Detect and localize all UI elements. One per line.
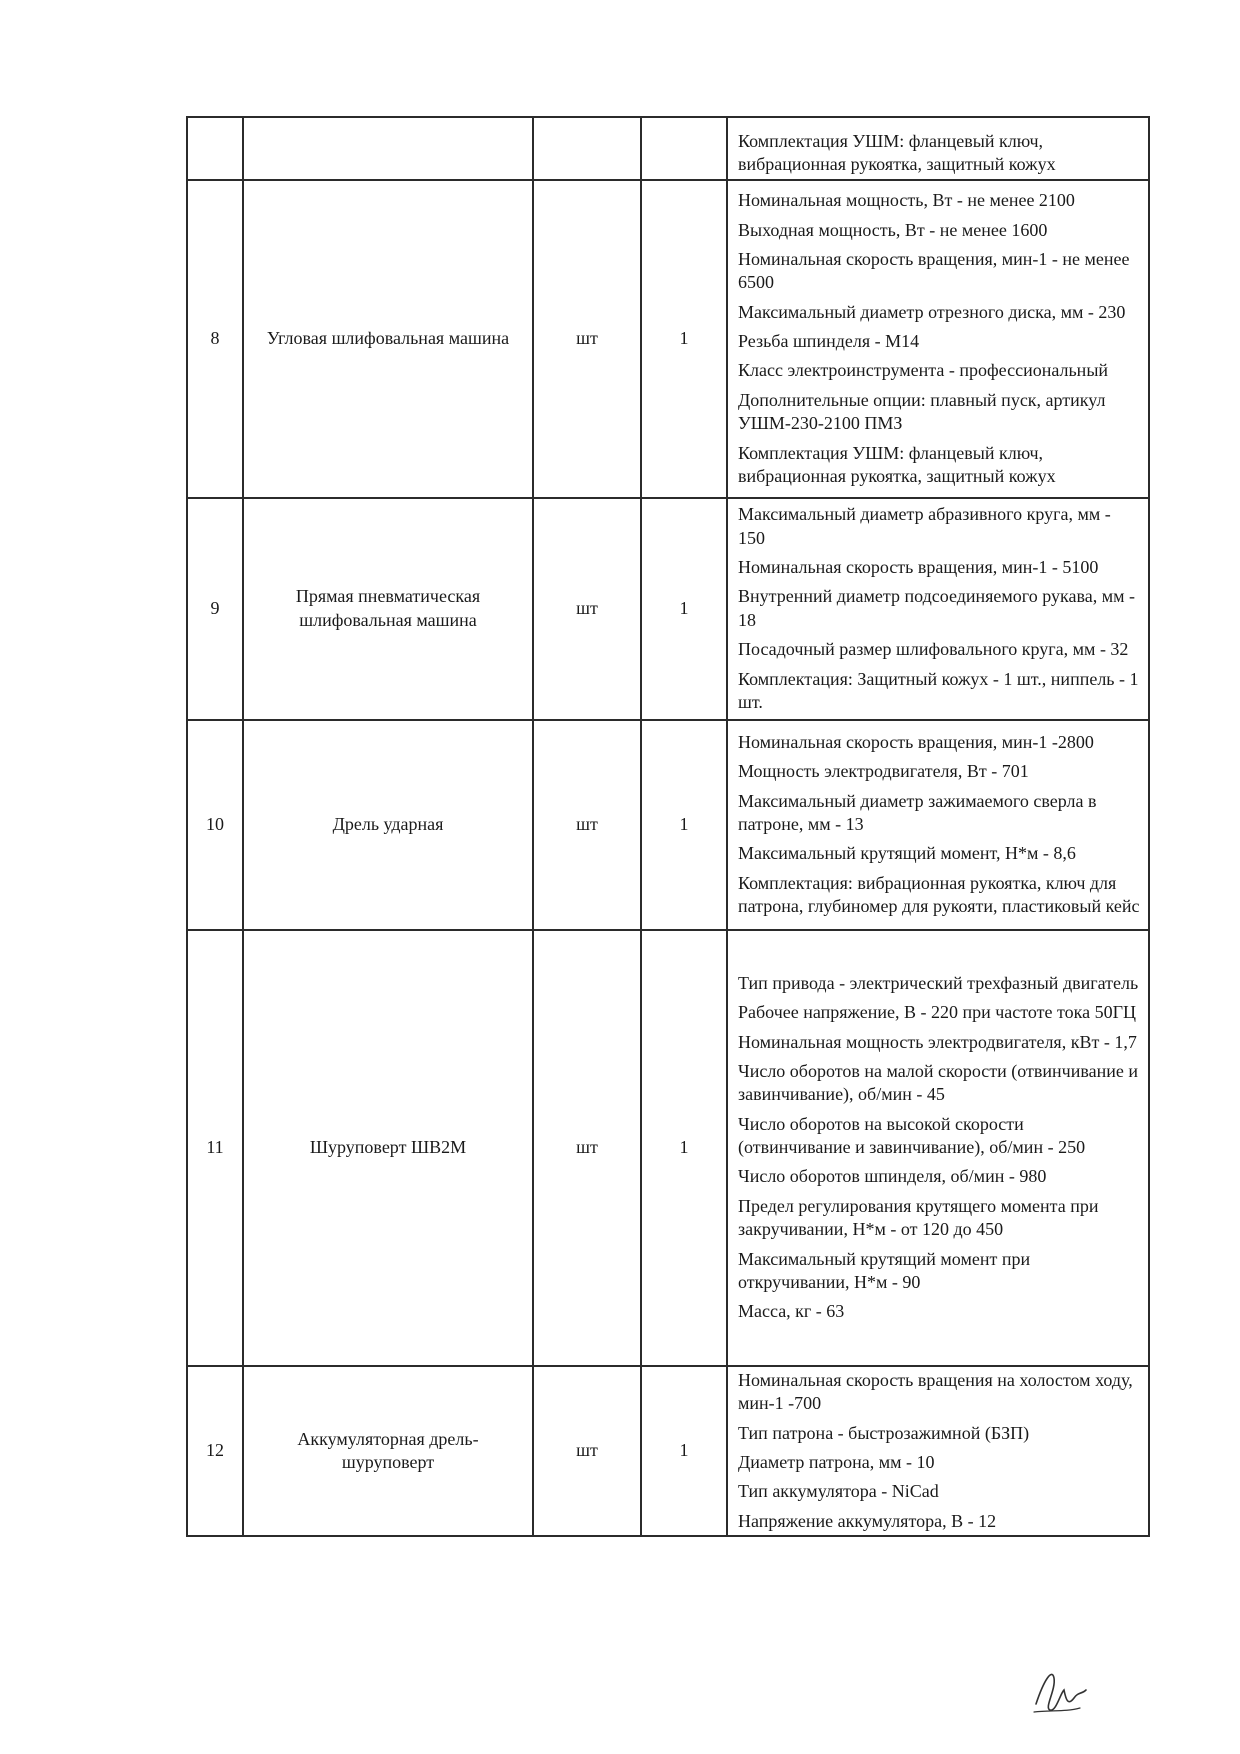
- spec-line: Число оборотов на высокой скорости (отвинчивание и завинчивание), об/мин - 250: [738, 1113, 1086, 1158]
- spec-line: Тип патрона - быстрозажимной (БЗП): [738, 1422, 1030, 1443]
- spec-line: Предел регулирования крутящего момента при закручивании, Н*м - от 120 до 450: [738, 1195, 1099, 1240]
- spec-line: Номинальная мощность электродвигателя, кВт - 1,7: [738, 1031, 1137, 1052]
- table-row: [187, 720, 1149, 930]
- cell-unit: шт: [533, 498, 641, 720]
- table-row: [187, 498, 1149, 720]
- cell-quantity: 1: [641, 180, 727, 498]
- cell-name: Угловая шлифовальная машина: [243, 180, 533, 498]
- spec-line: Тип аккумулятора - NiCad: [738, 1481, 939, 1502]
- spec-line: Дополнительные опции: плавный пуск, артикул УШМ-230-2100 ПМЗ: [738, 389, 1106, 434]
- table-row: [187, 1366, 1149, 1536]
- spec-line: Число оборотов шпинделя, об/мин - 980: [738, 1166, 1047, 1187]
- cell-quantity: 1: [641, 930, 727, 1366]
- specification-table: [186, 116, 1150, 1537]
- spec-line: Мощность электродвигателя, Вт - 701: [738, 761, 1029, 782]
- spec-line: Максимальный диаметр абразивного круга, мм - 150: [738, 504, 1111, 548]
- spec-line: Максимальный крутящий момент, Н*м - 8,6: [738, 843, 1076, 864]
- cell-specification: [727, 117, 1149, 180]
- spec-line: Напряжение аккумулятора, В - 12: [738, 1510, 997, 1531]
- spec-line: Комплектация УШМ: фланцевый ключ, вибрационная рукоятка, защитный кожух: [738, 442, 1056, 487]
- spec-line: Число оборотов на малой скорости (отвинчивание и завинчивание), об/мин - 45: [738, 1060, 1138, 1105]
- cell-specification: [727, 498, 1149, 720]
- spec-line: Комплектация УШМ: фланцевый ключ, вибрационная рукоятка, защитный кожух: [738, 131, 1056, 175]
- spec-line: Номинальная скорость вращения, мин-1 -2800: [738, 731, 1094, 752]
- spec-line: Тип привода - электрический трехфазный двигатель: [738, 972, 1139, 993]
- table-row: [187, 930, 1149, 1366]
- spec-line: Класс электроинструмента - профессиональный: [738, 360, 1109, 381]
- cell-number: 9: [187, 498, 243, 720]
- spec-line: Номинальная скорость вращения, мин-1 - не менее 6500: [738, 248, 1130, 293]
- cell-specification: [727, 1366, 1149, 1536]
- cell-number: 12: [187, 1366, 243, 1536]
- spec-line: Рабочее напряжение, В - 220 при частоте тока 50ГЦ: [738, 1002, 1137, 1023]
- cell-specification: [727, 930, 1149, 1366]
- spec-line: Резьба шпинделя - М14: [738, 331, 920, 352]
- spec-line: Комплектация: Защитный кожух - 1 шт., ниппель - 1 шт.: [738, 668, 1139, 712]
- spec-line: Комплектация: вибрационная рукоятка, ключ для патрона, глубиномер для рукояти, пластиковый кейс: [738, 872, 1140, 917]
- cell-unit: шт: [533, 930, 641, 1366]
- table-row: [187, 180, 1149, 498]
- cell-number: 10: [187, 720, 243, 930]
- cell-specification: [727, 720, 1149, 930]
- cell-unit: шт: [533, 1366, 641, 1536]
- cell-number: 11: [187, 930, 243, 1366]
- spec-line: Максимальный диаметр зажимаемого сверла в патроне, мм - 13: [738, 790, 1097, 835]
- spec-line: Диаметр патрона, мм - 10: [738, 1451, 935, 1472]
- table-row-continuation: [187, 117, 1149, 180]
- spec-line: Максимальный крутящий момент при откручивании, Н*м - 90: [738, 1248, 1031, 1293]
- cell-quantity: 1: [641, 498, 727, 720]
- cell-quantity: 1: [641, 720, 727, 930]
- spec-line: Номинальная скорость вращения на холостом ходу, мин-1 -700: [738, 1369, 1133, 1414]
- cell-number: [187, 117, 243, 180]
- cell-name: Дрель ударная: [243, 720, 533, 930]
- cell-unit: шт: [533, 720, 641, 930]
- cell-unit: [533, 117, 641, 180]
- cell-quantity: [641, 117, 727, 180]
- cell-name: [243, 117, 533, 180]
- spec-line: Выходная мощность, Вт - не менее 1600: [738, 219, 1048, 240]
- handwritten-signature: [1030, 1660, 1090, 1720]
- spec-line: Номинальная скорость вращения, мин-1 - 5100: [738, 557, 1099, 577]
- spec-line: Номинальная мощность, Вт - не менее 2100: [738, 190, 1075, 211]
- cell-name: Шуруповерт ШВ2М: [243, 930, 533, 1366]
- cell-unit: шт: [533, 180, 641, 498]
- cell-specification: [727, 180, 1149, 498]
- cell-name: Аккумуляторная дрель-шуруповерт: [243, 1366, 533, 1536]
- spec-line: Внутренний диаметр подсоединяемого рукава, мм - 18: [738, 586, 1135, 630]
- spec-line: Посадочный размер шлифовального круга, мм - 32: [738, 639, 1129, 660]
- spec-line: Масса, кг - 63: [738, 1301, 845, 1322]
- cell-quantity: 1: [641, 1366, 727, 1536]
- cell-name: Прямая пневматическая шлифовальная машина: [243, 498, 533, 720]
- spec-line: Максимальный диаметр отрезного диска, мм - 230: [738, 301, 1126, 322]
- cell-number: 8: [187, 180, 243, 498]
